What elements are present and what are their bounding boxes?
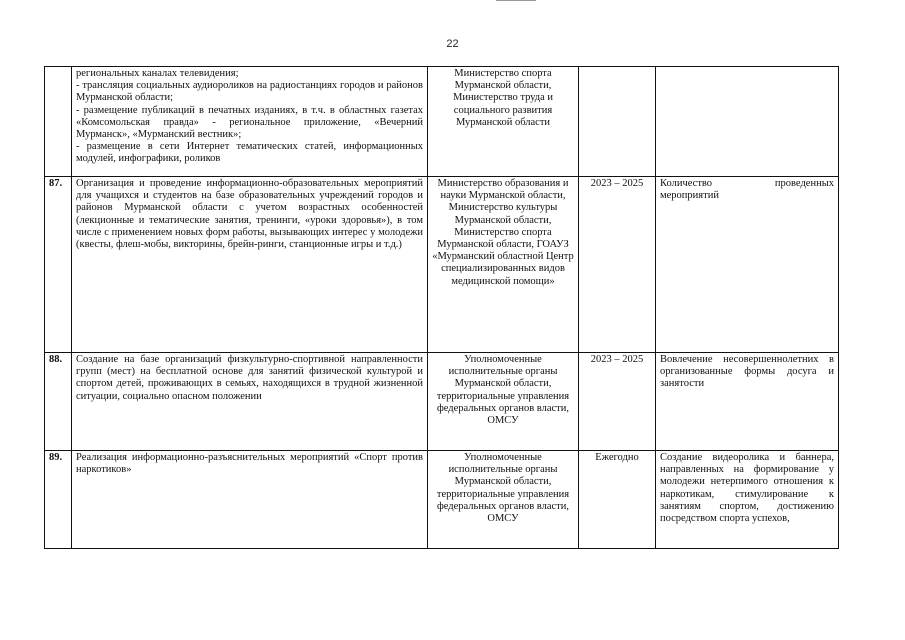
result-cell: Количество проведенных мероприятий xyxy=(656,177,839,353)
row-number: 87. xyxy=(45,177,72,353)
activity-line: региональных каналах телевидения; xyxy=(76,68,239,79)
executor-cell: Уполномоченные исполнительные органы Мурманской области, территориальные управления федеральных органов власти, ОМСУ xyxy=(428,451,579,549)
period-cell: Ежегодно xyxy=(579,451,656,549)
row-number: 88. xyxy=(45,353,72,451)
activity-line: - размещение публикаций в печатных изданиях, в т.ч. в областных газетах «Комсомольская правда» - региональное приложение, «Вечерний Мурманск», «Мурманский вестник»; xyxy=(76,104,423,141)
activity-line: - размещение в сети Интернет тематических статей, информационных модулей, инфографики, роликов xyxy=(76,141,423,165)
result-cell xyxy=(656,67,839,177)
activity-cell: Реализация информационно-разъяснительных мероприятий «Спорт против наркотиков» xyxy=(72,451,428,549)
row-number: 89. xyxy=(45,451,72,549)
table-row xyxy=(45,67,839,177)
executor-cell: Министерство образования и науки Мурманской области, Министерство культуры Мурманской области, Министерство спорта Мурманской области, ГОАУЗ «Мурманский областной Центр специализированных видов медицинской помощи» xyxy=(428,177,579,353)
executor-cell: Министерство спорта Мурманской области, Министерство труда и социального развития Мурманской области xyxy=(428,67,579,177)
period-cell: 2023 – 2025 xyxy=(579,177,656,353)
page-number: 22 xyxy=(446,38,459,50)
executor-cell: Уполномоченные исполнительные органы Мурманской области, территориальные управления федеральных органов власти, ОМСУ xyxy=(428,353,579,451)
table-row xyxy=(45,353,839,451)
activity-cell: Организация и проведение информационно-образовательных мероприятий для учащихся и студентов на базе образовательных учреждений городов и районов Мурманской области с учетом возрастных особенностей (лекционные и тематические занятия, тренинги, «уроки здоровья»), в том числе с применением новых форм работы, вызывающих интерес у молодежи (квесты, флеш-мобы, викторины, брейн-ринги, станционные игры и т.д.) xyxy=(72,177,428,353)
period-cell xyxy=(579,67,656,177)
row-number xyxy=(45,67,72,177)
period-cell: 2023 – 2025 xyxy=(579,353,656,451)
measures-table xyxy=(44,66,839,549)
result-cell: Вовлечение несовершеннолетних в организованные формы досуга и занятости xyxy=(656,353,839,451)
result-cell: Создание видеоролика и баннера, направленных на формирование у молодежи нетерпимого отношения к наркотикам, стимулирование к занятиям спортом, достижению посредством спорта успехов, xyxy=(656,451,839,549)
activity-cell: Создание на базе организаций физкультурно-спортивной направленности групп (мест) на бесплатной основе для занятий физической культурой и спортом детей, проживающих в семьях, находящихся в трудной жизненной ситуации, социально опасном положении xyxy=(72,353,428,451)
table-row xyxy=(45,451,839,549)
activity-cell xyxy=(72,67,428,177)
table-row xyxy=(45,177,839,353)
scan-mark xyxy=(496,0,536,1)
activity-line: - трансляция социальных аудиороликов на радиостанциях городов и районов Мурманской области; xyxy=(76,80,423,104)
